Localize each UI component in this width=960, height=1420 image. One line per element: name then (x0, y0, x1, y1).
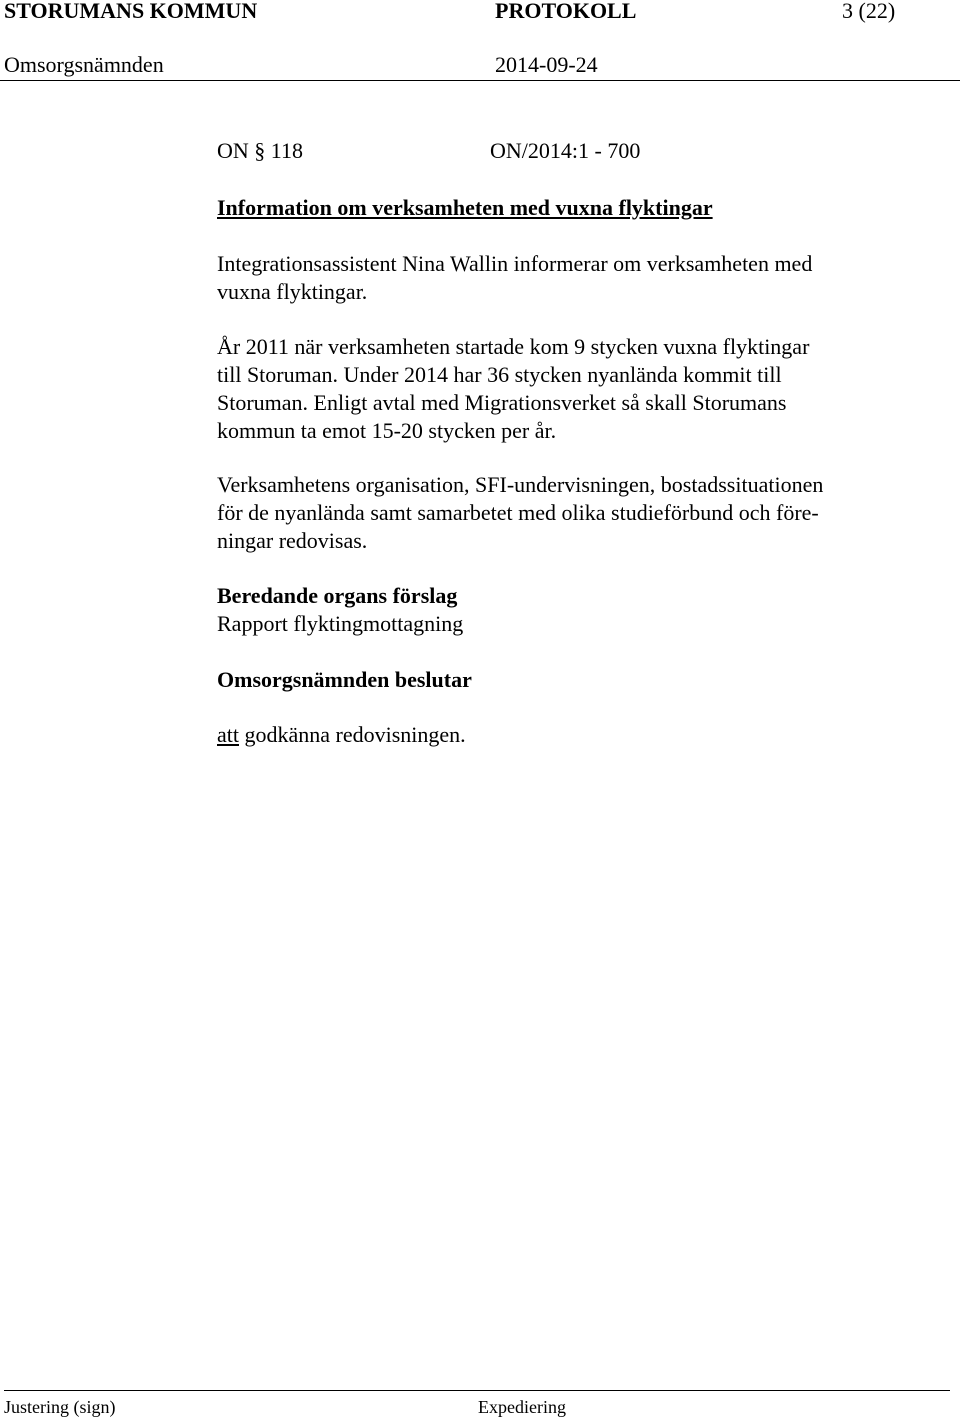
paragraph-line: till Storuman. Under 2014 har 36 stycken nyanlända kommit till (217, 362, 782, 387)
page-number: 3 (22) (842, 0, 896, 23)
paragraph-line: Verksamhetens organisation, SFI-undervisningen, bostadssituationen (217, 472, 824, 497)
case-number: ON § 118 (217, 138, 303, 163)
paragraph-line: för de nyanlända samt samarbetet med olika studieförbund och före- (217, 500, 819, 525)
committee-name: Omsorgsnämnden (4, 52, 164, 77)
meeting-date: 2014-09-24 (495, 52, 598, 77)
doc-type: PROTOKOLL (495, 0, 637, 23)
paragraph-intro (217, 250, 917, 306)
paragraph-organisation (217, 471, 917, 555)
paragraph-line: kommun ta emot 15-20 stycken per år. (217, 418, 557, 443)
decision-text: godkänna redovisningen. (239, 722, 466, 747)
footer-expediering: Expediering (478, 1397, 566, 1417)
footer-justering: Justering (sign) (4, 1397, 116, 1417)
org-name: STORUMANS KOMMUN (4, 0, 258, 23)
paragraph-line: ningar redovisas. (217, 528, 368, 553)
proposal-text: Rapport flyktingmottagning (217, 611, 464, 636)
case-title: Information om verksamheten med vuxna flyktingar (217, 195, 713, 220)
paragraph-line: Integrationsassistent Nina Wallin informerar om verksamheten med (217, 251, 813, 276)
paragraph-line: vuxna flyktingar. (217, 279, 368, 304)
decision-heading: Omsorgsnämnden beslutar (217, 667, 472, 692)
paragraph-statistics (217, 333, 917, 445)
decision-line (217, 721, 466, 749)
paragraph-line: År 2011 när verksamheten startade kom 9 stycken vuxna flyktingar (217, 334, 810, 359)
footer-divider (4, 1390, 950, 1391)
header-divider (0, 80, 960, 81)
diary-number: ON/2014:1 - 700 (490, 138, 641, 163)
proposal-heading: Beredande organs förslag (217, 583, 458, 608)
paragraph-line: Storuman. Enligt avtal med Migrationsverket så skall Storumans (217, 390, 787, 415)
decision-keyword: att (217, 722, 239, 747)
